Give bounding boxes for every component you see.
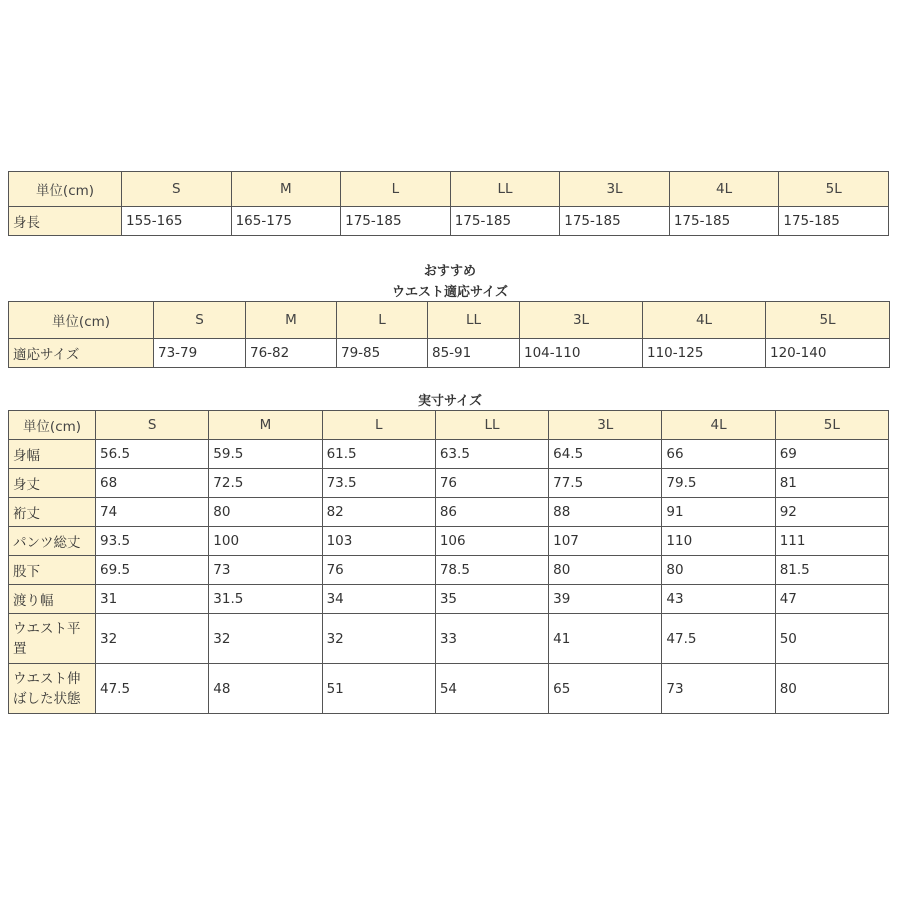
table-cell: 175-185 [669,207,779,236]
size-header-5l: 5L [766,302,890,339]
table-row [9,585,889,614]
table-cell: 32 [96,614,209,664]
table-row [9,556,889,585]
size-header-3l: 3L [549,411,662,440]
table-cell: 74 [96,498,209,527]
table-cell: 31.5 [209,585,322,614]
size-header-l: L [322,411,435,440]
size-header-l: L [341,172,451,207]
size-header-3l: 3L [560,172,670,207]
unit-label: 単位(cm) [9,172,122,207]
table-cell: 76-82 [246,339,337,368]
size-header-s: S [154,302,246,339]
table-cell: 80 [662,556,775,585]
table-cell: 106 [435,527,548,556]
table-row [9,339,890,368]
table-cell: 86 [435,498,548,527]
table-cell: 88 [549,498,662,527]
table-cell: 80 [775,664,888,714]
table-row [9,469,889,498]
table-cell: 104-110 [520,339,643,368]
table-cell: 92 [775,498,888,527]
row-label: ウエスト伸ばした状態 [9,664,96,714]
table-cell: 73.5 [322,469,435,498]
table-cell: 81.5 [775,556,888,585]
waist-table-title-1: おすすめ [423,264,477,279]
table-header-row [9,172,889,207]
table-cell: 39 [549,585,662,614]
table-header-row [9,411,889,440]
row-label: 身丈 [9,469,96,498]
table-cell: 50 [775,614,888,664]
table-row [9,614,889,664]
size-header-s: S [122,172,232,207]
table-cell: 91 [662,498,775,527]
table-cell: 93.5 [96,527,209,556]
row-label: パンツ総丈 [9,527,96,556]
table-cell: 100 [209,527,322,556]
unit-label: 単位(cm) [9,302,154,339]
table-cell: 59.5 [209,440,322,469]
row-label: 渡り幅 [9,585,96,614]
table-cell: 69.5 [96,556,209,585]
row-label: 適応サイズ [9,339,154,368]
table-cell: 68 [96,469,209,498]
table-cell: 65 [549,664,662,714]
table-header-row [9,302,890,339]
size-header-ll: LL [428,302,520,339]
table-cell: 81 [775,469,888,498]
size-header-5l: 5L [779,172,889,207]
table-cell: 47 [775,585,888,614]
table-cell: 110 [662,527,775,556]
table-cell: 54 [435,664,548,714]
table-cell: 72.5 [209,469,322,498]
table-cell: 111 [775,527,888,556]
table-cell: 31 [96,585,209,614]
table-cell: 107 [549,527,662,556]
actual-size-title: 実寸サイズ [418,394,482,409]
table-row [9,440,889,469]
table-cell: 77.5 [549,469,662,498]
table-cell: 120-140 [766,339,890,368]
size-header-4l: 4L [669,172,779,207]
table-cell: 61.5 [322,440,435,469]
table-cell: 103 [322,527,435,556]
table-row [9,664,889,714]
table-cell: 73 [209,556,322,585]
size-header-4l: 4L [643,302,766,339]
table-cell: 32 [322,614,435,664]
actual-size-table [8,410,889,714]
size-header-m: M [246,302,337,339]
table-row [9,498,889,527]
table-cell: 51 [322,664,435,714]
table-cell: 41 [549,614,662,664]
table-cell: 175-185 [341,207,451,236]
table-cell: 110-125 [643,339,766,368]
table-cell: 73 [662,664,775,714]
table-cell: 73-79 [154,339,246,368]
table-cell: 76 [322,556,435,585]
size-header-l: L [337,302,428,339]
table-cell: 69 [775,440,888,469]
table-cell: 48 [209,664,322,714]
table-cell: 175-185 [779,207,889,236]
table-cell: 76 [435,469,548,498]
table-cell: 32 [209,614,322,664]
size-header-m: M [231,172,341,207]
table-cell: 66 [662,440,775,469]
table-cell: 56.5 [96,440,209,469]
table-cell: 79-85 [337,339,428,368]
table-cell: 80 [209,498,322,527]
table-cell: 82 [322,498,435,527]
table-cell: 43 [662,585,775,614]
height-size-table [8,171,889,236]
row-label: 股下 [9,556,96,585]
size-header-m: M [209,411,322,440]
table-cell: 80 [549,556,662,585]
size-header-ll: LL [435,411,548,440]
size-header-s: S [96,411,209,440]
table-cell: 33 [435,614,548,664]
table-cell: 175-185 [560,207,670,236]
unit-label: 単位(cm) [9,411,96,440]
waist-size-table [8,301,890,368]
actual-size-body [9,440,889,714]
table-cell: 165-175 [231,207,341,236]
size-header-5l: 5L [775,411,888,440]
table-cell: 64.5 [549,440,662,469]
waist-table-title-2: ウエスト適応サイズ [392,285,508,300]
table-cell: 175-185 [450,207,560,236]
size-header-4l: 4L [662,411,775,440]
table-cell: 79.5 [662,469,775,498]
table-cell: 35 [435,585,548,614]
table-cell: 34 [322,585,435,614]
row-label: 裄丈 [9,498,96,527]
table-cell: 78.5 [435,556,548,585]
size-header-3l: 3L [520,302,643,339]
table-cell: 85-91 [428,339,520,368]
table-row [9,207,889,236]
row-label: 身長 [9,207,122,236]
row-label: ウエスト平置 [9,614,96,664]
size-header-ll: LL [450,172,560,207]
row-label: 身幅 [9,440,96,469]
table-cell: 47.5 [96,664,209,714]
table-cell: 47.5 [662,614,775,664]
table-row [9,527,889,556]
table-cell: 63.5 [435,440,548,469]
table-cell: 155-165 [122,207,232,236]
